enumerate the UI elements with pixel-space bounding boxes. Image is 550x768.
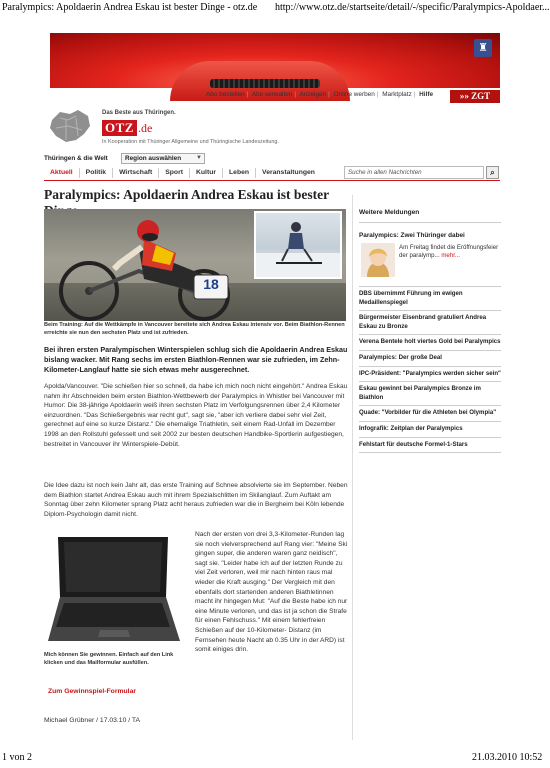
nav-item-kultur[interactable]: Kultur	[190, 168, 223, 178]
car-grill	[210, 79, 320, 88]
athlete-portrait-image[interactable]	[361, 243, 395, 277]
otz-logo-text: OTZ	[102, 120, 137, 136]
separator: |	[328, 91, 330, 98]
search-input[interactable]: Suche in allen Nachrichten	[344, 166, 484, 179]
handbike-athlete-image	[44, 209, 254, 321]
sidebar-feature-text: Am Freitag findet die Eröffnungsfeier der paralymp...	[399, 244, 499, 260]
zgt-arrows-icon: »»	[459, 91, 472, 101]
search-button[interactable]	[486, 166, 499, 179]
sit-ski-athlete-image	[256, 213, 340, 277]
nav-item-politik[interactable]: Politik	[80, 168, 113, 178]
article-paragraph-2: Die Idee dazu ist noch kein Jahr alt, das erste Training auf Schnee absolvierte sie im September. Neben dem Biathlon startet Andrea Eskau auch mit ihrem Spezialschlitten im Skilanglauf. Zum Auftakt am Sonntag über zehn Kilometer sprang Platz acht heraus zufrieden war die in Bergheim bei Köln lebende Diplom-Psychologin damit nicht.	[44, 482, 348, 518]
region-bar	[44, 152, 500, 166]
sidebar-heading: Weitere Meldungen	[359, 209, 501, 223]
nav-item-aktuell[interactable]: Aktuell	[44, 168, 80, 178]
print-header	[0, 0, 550, 16]
sidebar-item[interactable]: DBS übernimmt Führung im ewigen Medaillenspiegel	[359, 287, 501, 311]
sidebar-item[interactable]: Verena Bentele holt viertes Gold bei Paralympics	[359, 335, 501, 351]
print-datetime: 21.03.2010 10:52	[472, 752, 543, 763]
advertising-banner[interactable]	[50, 33, 500, 88]
service-nav	[206, 91, 433, 102]
zgt-logo[interactable]	[450, 90, 500, 103]
sidebar-item[interactable]: Fehlstart für deutsche Formel-1-Stars	[359, 438, 501, 454]
nav-item-veranstaltungen[interactable]: Veranstaltungen	[262, 169, 315, 176]
separator: |	[246, 91, 249, 98]
main-nav	[44, 166, 500, 180]
separator: |	[413, 91, 416, 98]
nav-item-sport[interactable]: Sport	[159, 168, 190, 178]
laptop-prize-image[interactable]	[44, 531, 184, 649]
column-divider	[352, 195, 353, 740]
print-page-number: 1 von 2	[2, 752, 32, 763]
nav-item-wirtschaft[interactable]: Wirtschaft	[113, 168, 159, 178]
sidebar-feature-title[interactable]: Paralympics: Zwei Thüringer dabei	[359, 232, 465, 239]
sidebar-feature	[359, 243, 501, 287]
zgt-label: ZGT	[471, 91, 491, 101]
sidebar-item[interactable]: Quade: "Vorbilder für die Athleten bei Olympia"	[359, 406, 501, 422]
sidebar-item[interactable]: Infografik: Zeitplan der Paralympics	[359, 422, 501, 438]
sidebar-feature-teaser	[399, 244, 499, 261]
bib-number: 18	[203, 276, 219, 292]
sidebar-item[interactable]: Eskau gewinnt bei Paralympics Bronze im Biathlon	[359, 382, 501, 406]
article-paragraph-1: Apolda/Vancouver. "Die schießen hier so schnell, da habe ich mich noch nicht eingehört." Andrea Eskau nahm ihr Abschneiden beim ersten Biathlon-Wettbewerb der Paralympics in Whistler bei Vancouver mit Humor: Die 38-jährige Apoldaerin weiß ihren sechsten Platz im Verfolgungsrennen über 2,4 Kilometer einzuordnen. "Das Schießergebnis war recht gut", sagt sie, "aber ich verliere dabei sehr viel Zeit, gerechnet auf eine so kurze Distanz." Die ehemalige Triathletin, seit einem Rad-Unfall im Dezember 1998 an den Rollstuhl gefesselt und seit 2002 zur besten deutschen Handbike-Sportlerin aufgestiegen, bestreitet in Vancouver ihr Winterspiele-Debüt.	[44, 383, 348, 448]
print-page-title: Paralympics: Apoldaerin Andrea Eskau ist bester Dinge - otz.de	[2, 2, 258, 13]
nav-divider	[44, 180, 500, 181]
region-select-value: Region auswählen	[125, 155, 182, 162]
article-paragraph-3: Nach der ersten von drei 3,3-Kilometer-Runden lag sie noch vielversprechend auf Rang vier: "Meine Ski gingen super, die anderen waren ganz neidisch", sagt sie. "Leider habe ich auf der letzten Runde zu viel Zeit verloren, weil mir nach hinten raus mal wieder die Kraft ausging." Der Vergleich mit den ebenfalls dort startenden anderen Biathletinnen macht ihr hingegen Mut: "Auf die Beste habe ich nur eine Minute verloren, und das ist ja schon die Strafe für einen Fehlschuss." Mit einem fehlerfreien Schießen auf der 10-Kilometer- Distanz (im Fernsehen heute Nacht ab 0.35 Uhr in der ARD) ist somit einiges drin.	[195, 531, 348, 654]
print-url: http://www.otz.de/startseite/detail/-/specific/Paralympics-Apoldaer...	[275, 2, 550, 13]
separator: |	[376, 91, 379, 98]
service-link-anzeigen[interactable]: Anzeigen	[299, 91, 327, 98]
sidebar-item[interactable]: IPC-Präsident: "Paralympics werden sicher sein"	[359, 367, 501, 383]
brand-badge-icon: ♜	[474, 39, 492, 57]
region-label: Thüringen & die Welt	[44, 155, 108, 162]
otz-logo-suffix: .de	[137, 120, 153, 135]
byline: Michael Grübner / 17.03.10 / TA	[44, 717, 141, 724]
separator: |	[294, 91, 297, 98]
masthead	[44, 104, 500, 152]
inset-photo	[254, 211, 342, 279]
service-link-abo-bestellen[interactable]: Abo bestellen	[206, 91, 245, 98]
sidebar-item[interactable]: Paralympics: Der große Deal	[359, 351, 501, 367]
article-lead: Bei ihren ersten Paralympischen Winterspielen schlug sich die Apoldaerin Andrea Eskau bislang wacker. Mit Rang sechs im ersten Biathlon-Rennen war sie zufrieden, im Zehn-Kilometer-Langlauf hatte sie sich etwas mehr ausgerechnet.	[44, 345, 348, 374]
article-photo[interactable]	[44, 209, 346, 321]
tagline: In Kooperation mit Thüringer Allgemeine und Thüringische Landeszeitung.	[102, 139, 279, 145]
print-footer	[0, 752, 543, 764]
service-link-marktplatz[interactable]: Marktplatz	[382, 91, 412, 98]
slogan: Das Beste aus Thüringen.	[102, 110, 176, 116]
more-link[interactable]: mehr...	[441, 252, 460, 260]
service-link-hilfe[interactable]: Hilfe	[419, 91, 434, 98]
sidebar-item[interactable]: Bürgermeister Eisenbrand gratuliert Andrea Eskau zu Bronze	[359, 311, 501, 335]
photo-caption: Beim Training: Auf die Wettkämpfe in Vancouver bereitete sich Andrea Eskau intensiv vor. Beim Biathlon-Rennen erreichte sie nun den sechsten Platz und ist zufrieden.	[44, 322, 345, 336]
chevron-down-icon: ▼	[196, 155, 202, 161]
search-icon: ⌕	[490, 168, 495, 177]
related-news-sidebar	[359, 209, 501, 453]
contest-form-link[interactable]: Zum Gewinnspiel-Formular	[48, 688, 136, 695]
laptop-caption: Mich können Sie gewinnen. Einfach auf den Link klicken und das Mailformular ausfüllen.	[44, 652, 174, 666]
service-link-abo-verwalten[interactable]: Abo verwalten	[251, 91, 293, 98]
main-nav-items	[44, 168, 321, 178]
article-headline: Paralympics: Apoldaerin Andrea Eskau ist bester	[44, 187, 329, 202]
thuringia-map-icon	[46, 106, 94, 146]
otz-logo[interactable]	[102, 120, 152, 136]
nav-item-leben[interactable]: Leben	[223, 168, 256, 178]
region-select[interactable]	[121, 153, 205, 164]
service-link-online-werben[interactable]: Online werben	[333, 91, 375, 98]
